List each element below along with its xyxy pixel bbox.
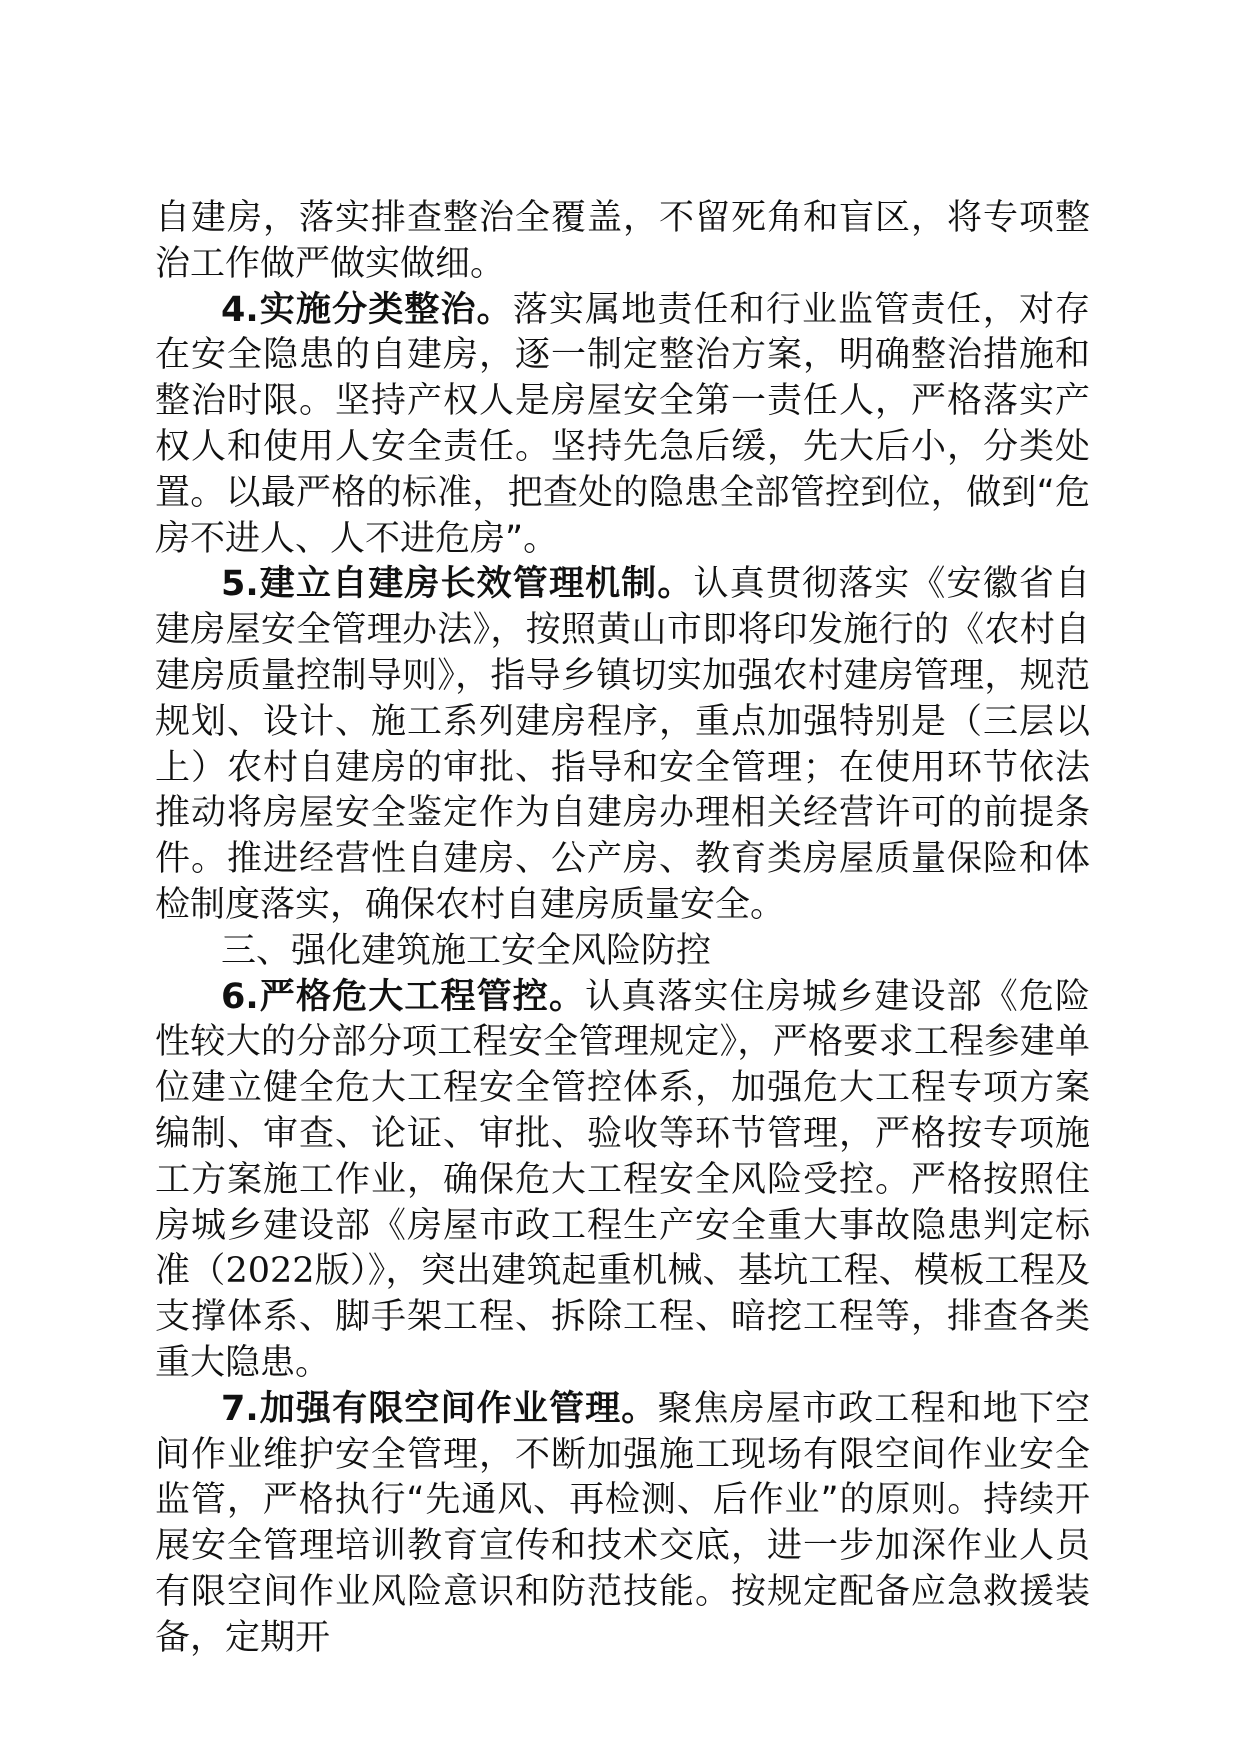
paragraph-confined-space-management [155, 1387, 1090, 1662]
paragraph-text: 认真落实住房城乡建设部《危险性较大的分部分项工程安全管理规定》，严格要求工程参建单位建立健全危大工程安全管控体系，加强危大工程专项方案编制、审查、论证、审批、验收等环节管理，严格按专项施工方案施工作业，确保危大工程安全风险受控。严格按照住房城乡建设部《房屋市政工程生产安全重大事故隐患判定标准（ [155, 976, 1090, 1292]
paragraph-lead-heading: 6.严格危大工程管控。 [221, 976, 586, 1017]
section-heading-construction-safety [155, 929, 1090, 975]
paragraph-lead-heading: 4.实施分类整治。 [221, 289, 513, 330]
paragraph-long-term-mechanism [155, 562, 1090, 928]
paragraph-text-continued: 版）》，突出建筑起重机械、基坑工程、模板工程及支撑体系、脚手架工程、拆除工程、暗挖工程等，排查各类重大隐患。 [155, 1251, 1090, 1383]
paragraph-self-built-housing-continuation [155, 196, 1090, 288]
paragraph-text: 自建房，落实排查整治全覆盖，不留死角和盲区，将专项整治工作做严做实做细。 [155, 198, 1090, 284]
paragraph-text: 认真贯彻落实《安徽省自建房屋安全管理办法》，按照黄山市即将印发施行的《农村自建房质量控制导则》，指导乡镇切实加强农村建房管理，规范规划、设计、施工系列建房程序，重点加强特别是（三层以上）农村自建房的审批、指导和安全管理；在使用环节依法推动将房屋安全鉴定作为自建房办理相关经营许可的前提条件。推进经营性自建房、公产房、教育类房屋质量保险和体检制度落实，确保农村自建房质量安全。 [155, 564, 1090, 925]
paragraph-lead-heading: 5.建立自建房长效管理机制。 [221, 564, 694, 605]
document-page [155, 196, 1090, 1662]
paragraph-lead-heading: 7.加强有限空间作业管理。 [221, 1388, 658, 1429]
paragraph-text: 落实属地责任和行业监管责任，对存在安全隐患的自建房，逐一制定整治方案，明确整治措施和整治时限。坚持产权人是房屋安全第一责任人，严格落实产权人和使用人安全责任。坚持先急后缓，先大后小，分类处置。以最严格的标准，把查处的隐患全部管控到位，做到“危房不进人、人不进危房”。 [155, 289, 1090, 559]
paragraph-classified-rectification [155, 288, 1090, 563]
section-heading-text: 三、强化建筑施工安全风险防控 [221, 930, 712, 971]
paragraph-major-project-control [155, 975, 1090, 1387]
paragraph-text: 聚焦房屋市政工程和地下空间作业维护安全管理，不断加强施工现场有限空间作业安全监管，严格执行“先通风、再检测、后作业”的原则。持续开展安全管理培训教育宣传和技术交底，进一步加深作业人员有限空间作业风险意识和防范技能。按规定配备应急救援装备，定期开 [155, 1388, 1090, 1658]
standard-year: 2022 [225, 1251, 315, 1292]
